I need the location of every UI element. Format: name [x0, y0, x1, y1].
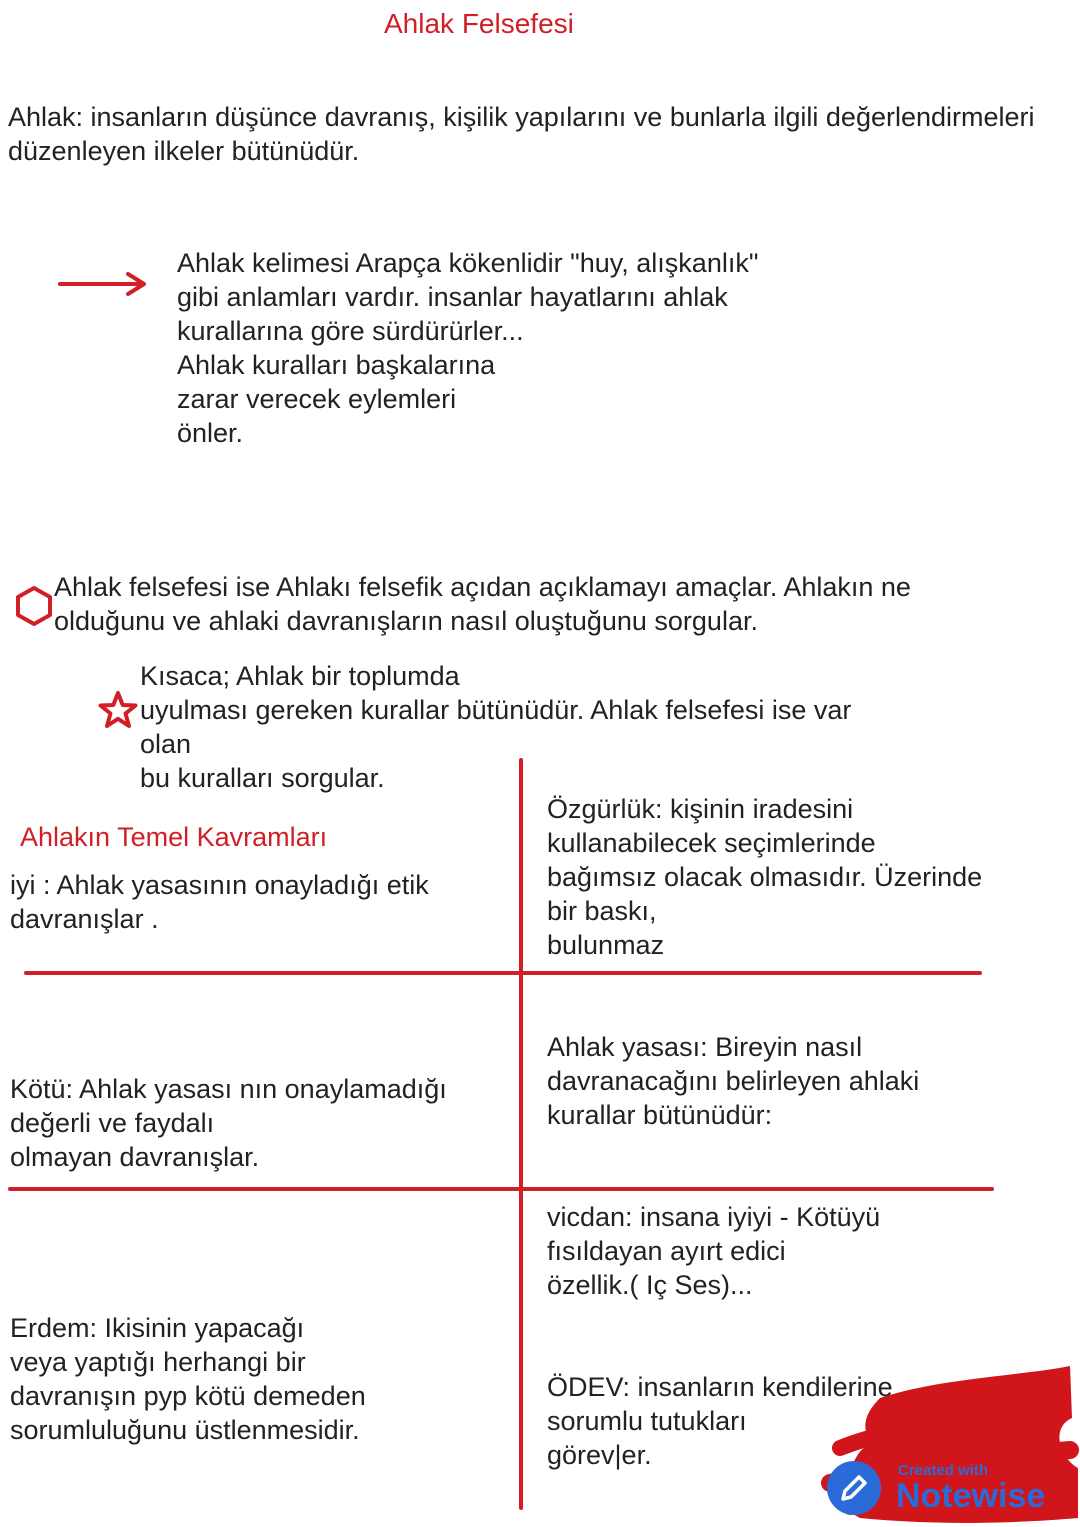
pen-icon [826, 1460, 882, 1516]
concept-kotu: Kötü: Ahlak yasası nın onaylamadığı değerli ve faydalı olmayan davranışlar. [10, 1074, 447, 1172]
grid-vertical-divider [519, 758, 523, 1510]
summary-note-text: Kısaca; Ahlak bir toplumda uyulması gereken kurallar bütünüdür. Ahlak felsefesi ise var olan bu kuralları sorgular. [140, 661, 852, 793]
watermark-brand-text: Notewise [896, 1477, 1046, 1515]
concept-vicdan: vicdan: insana iyiyi - Kötüyü fısıldayan ayırt edici özellik.( Iç Ses)... [547, 1202, 881, 1300]
grid-divider-top [24, 971, 982, 975]
notewise-watermark [826, 1460, 1076, 1520]
concepts-title: Ahlakın Temel Kavramları [20, 822, 328, 852]
concept-odev: ÖDEV: insanların kendilerine sorumlu tutukları görev|er. [547, 1372, 893, 1470]
concept-ahlak-yasasi: Ahlak yasası: Bireyin nasıl davranacağını belirleyen ahlaki kurallar bütünüdür: [547, 1032, 920, 1130]
definition-text: Ahlak: insanların düşünce davranış, kişilik yapılarını ve bunlarla ilgili değerlendirmeleri düzenleyen ilkeler bütünüdür. [8, 102, 1035, 166]
page-title: Ahlak Felsefesi [384, 8, 574, 39]
concept-ozgurluk: Özgürlük: kişinin iradesini kullanabilecek seçimlerinde bağımsız olacak olmasıdır. Üzerinde bir baskı, bulunmaz [547, 794, 983, 960]
grid-divider-bottom [8, 1187, 994, 1191]
arrow-note-text: Ahlak kelimesi Arapça kökenlidir "huy, alışkanlık" gibi anlamları vardır. insanlar hayatlarını ahlak kurallarına göre sürdürürler... Ahlak kuralları başkalarına zarar verecek eylemleri önler. [177, 248, 759, 448]
hexagon-icon [14, 584, 54, 628]
philosophy-note-text: Ahlak felsefesi ise Ahlakı felsefik açıdan açıklamayı amaçlar. Ahlakın ne olduğunu ve ahlaki davranışların nasıl oluştuğunu sorgular. [54, 572, 911, 636]
concept-erdem: Erdem: Ikisinin yapacağı veya yaptığı herhangi bir davranışın pyp kötü demeden sorumluluğunu üstlenmesidir. [10, 1313, 366, 1445]
arrow-icon [56, 270, 150, 298]
watermark-small-text: Created with [898, 1462, 989, 1479]
concept-iyi: iyi : Ahlak yasasının onayladığı etik davranışlar . [10, 870, 429, 934]
star-icon [98, 690, 138, 730]
